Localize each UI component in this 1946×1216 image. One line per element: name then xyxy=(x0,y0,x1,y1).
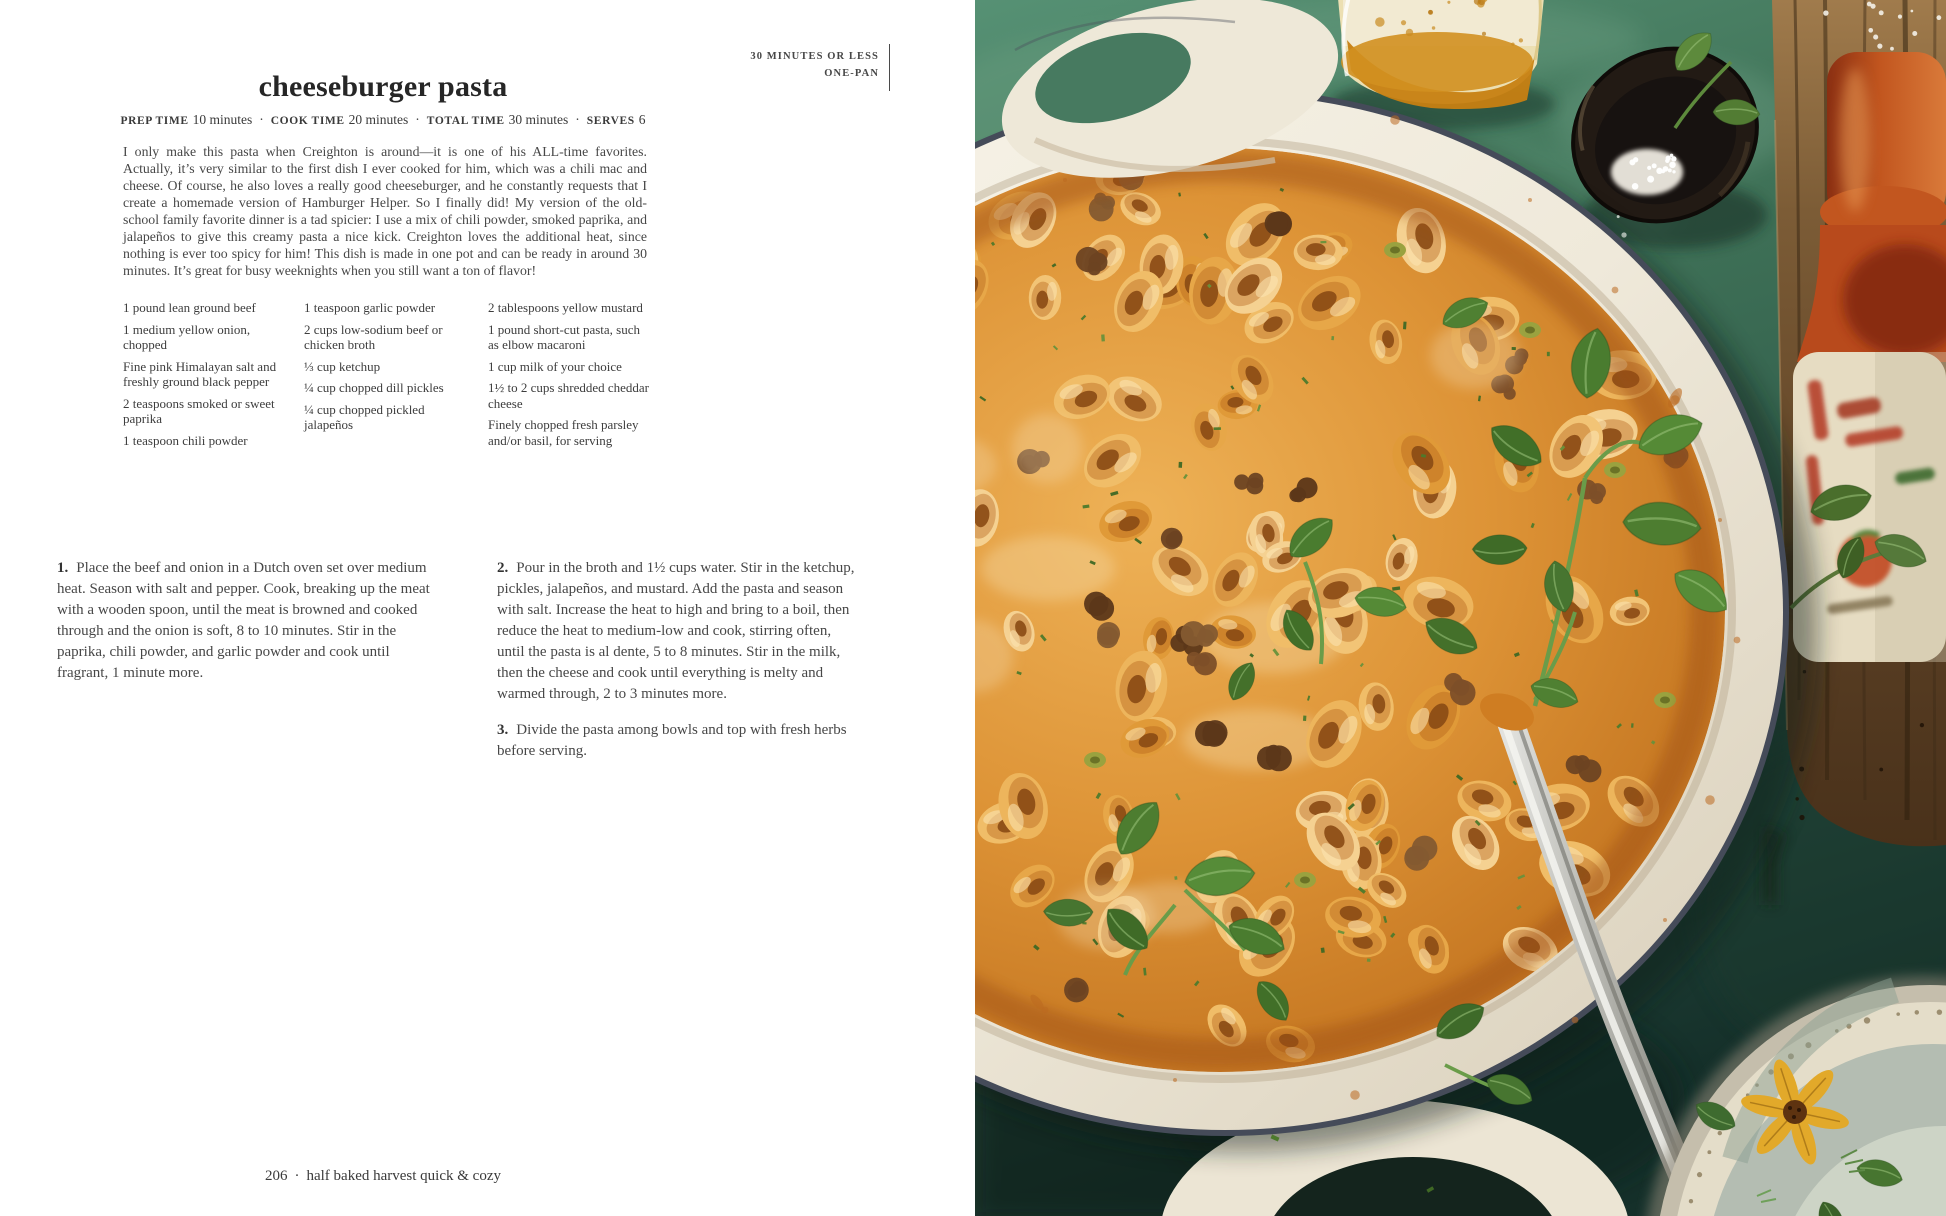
ingredient: Finely chopped fresh parsley and/or basil, for serving xyxy=(488,417,639,448)
ingredient: 1½ to 2 cups shredded cheddar cheese xyxy=(488,380,650,411)
step-text: Divide the pasta among bowls and top with fresh herbs before serving. xyxy=(497,722,847,759)
tag-30-minutes: 30 MINUTES OR LESS xyxy=(750,51,879,62)
ingredient: ¼ cup chopped pickled jalapeños xyxy=(304,401,425,432)
instructions-column-1 xyxy=(57,558,434,684)
page-footer xyxy=(0,1168,766,1185)
ingredient: ¼ cup chopped dill pickles xyxy=(304,380,444,395)
recipe-title: cheeseburger pasta xyxy=(258,70,508,103)
recipe-tags xyxy=(750,44,890,91)
ingredient: 1 medium yellow onion, chopped xyxy=(123,321,251,352)
step-number: 1. xyxy=(57,560,69,576)
ingredients-column-2 xyxy=(304,300,456,439)
step-1 xyxy=(57,558,434,684)
instructions-column-2 xyxy=(497,558,859,762)
prep-time-label: PREP TIME xyxy=(120,115,189,127)
meta-separator: · xyxy=(259,112,264,127)
step-number: 3. xyxy=(497,722,509,738)
total-time-label: TOTAL TIME xyxy=(426,115,505,127)
ingredients-column-1 xyxy=(123,300,281,454)
ingredients-column-3 xyxy=(488,300,650,454)
ingredient: 1 pound short-cut pasta, such as elbow macaroni xyxy=(488,321,641,352)
cook-time-label: COOK TIME xyxy=(270,115,345,127)
ingredient: 1 pound lean ground beef xyxy=(123,300,256,315)
step-text: Pour in the broth and 1½ cups water. Stir in the ketchup, pickles, jalapeños, and mustard. Add the pasta and season with salt. Increase the heat to high and bring to a boil, then reduce the heat to medium-low and cook, stirring often, until the pasta is al dente, 5 to 8 minutes. Stir in the milk, then the cheese and cook until everything is melty and warmed through, 2 to 3 minutes more. xyxy=(497,560,855,702)
page-number: 206 xyxy=(264,1168,288,1184)
ingredient: 1 cup milk of your choice xyxy=(488,358,622,374)
ingredient: 1 teaspoon garlic powder xyxy=(304,300,436,315)
ingredient: ⅓ cup ketchup xyxy=(304,358,381,374)
meta-separator: · xyxy=(575,112,580,127)
recipe-headnote: I only make this pasta when Creighton is around—it is one of his ALL-time favorites. Actually, it’s very similar to the first dish I ever cooked for him, which was a chili mac and cheese. Of course, he also loves a really good cheeseburger, and he constantly requests that I create a homemade version of Hamburger Helper. So I finally did! My version of the old-school family favorite dinner is a tad spicier: I use a mix of chili powder, smoked paprika, and jalapeños to give this creamy pasta a nice kick. Creighton loves the additional heat, since nothing is ever too spicy for him! This dish is made in one pot and can be ready in around 30 minutes. It’s great for busy weeknights when you still want a ton of flavor! xyxy=(123,144,647,278)
tag-one-pan: ONE-PAN xyxy=(824,67,879,79)
meta-separator: · xyxy=(415,112,420,127)
book-title: half baked harvest quick & cozy xyxy=(306,1168,501,1184)
serves-value: 6 xyxy=(638,112,646,127)
step-2 xyxy=(497,558,859,705)
ingredient: 1 teaspoon chili powder xyxy=(123,432,248,448)
recipe-photo xyxy=(975,0,1946,1216)
ingredient: 2 cups low-sodium beef or chicken broth xyxy=(304,321,443,352)
cook-time-value: 20 minutes xyxy=(348,112,409,127)
step-3 xyxy=(497,720,859,762)
total-time-value: 30 minutes xyxy=(508,112,569,127)
footer-separator: · xyxy=(294,1168,300,1184)
ingredient: 2 tablespoons yellow mustard xyxy=(488,300,643,315)
step-text: Place the beef and onion in a Dutch oven set over medium heat. Season with salt and pepper. Cook, breaking up the meat with a wooden spoon, until the meat is browned and cooked through and the onion is soft, 8 to 10 minutes. Stir in the paprika, chili powder, and garlic powder and cook until fragrant, 1 minute more. xyxy=(57,560,430,681)
ingredient: Fine pink Himalayan salt and freshly ground black pepper xyxy=(123,358,277,389)
ingredient: 2 teaspoons smoked or sweet paprika xyxy=(123,395,275,426)
prep-time-value: 10 minutes xyxy=(192,112,253,127)
step-number: 2. xyxy=(497,560,509,576)
recipe-meta xyxy=(0,112,766,128)
serves-label: SERVES xyxy=(586,115,635,127)
